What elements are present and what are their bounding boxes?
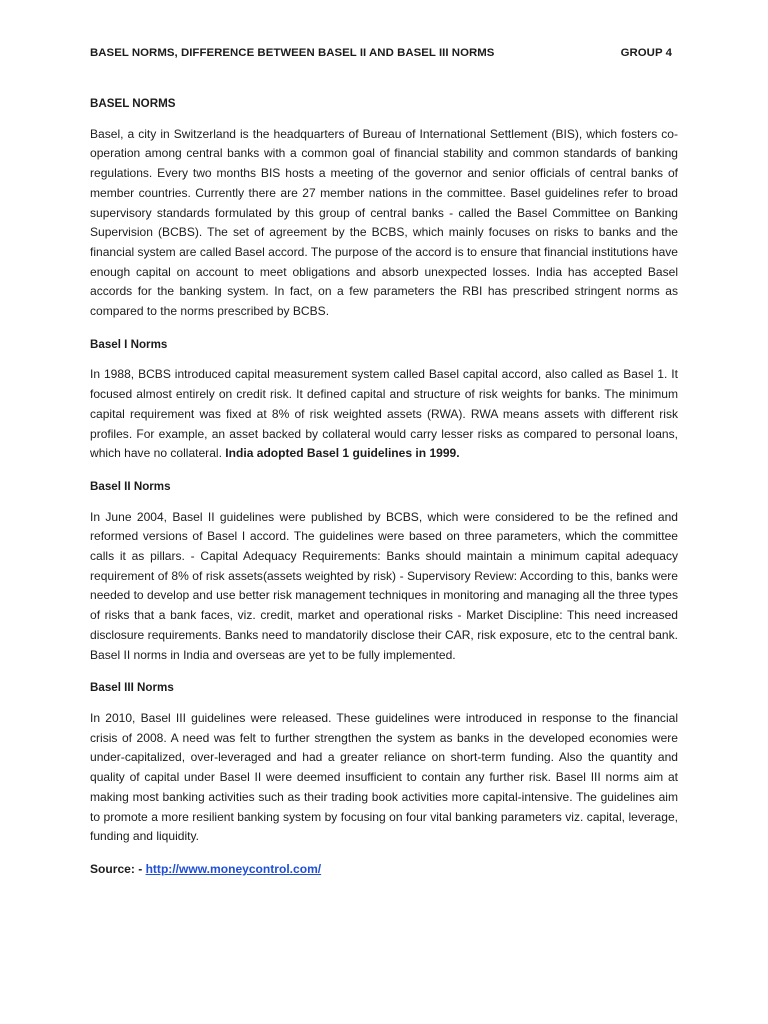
source-line bbox=[90, 860, 678, 880]
paragraph-basel-3: In 2010, Basel III guidelines were released. These guidelines were introduced in response to the financial crisis of 2008. A need was felt to further strengthen the system as banks in the developed economies were under-capitalized, over-leveraged and had a greater reliance on short-term funding. Also the quantity and quality of capital under Basel II were deemed insufficient to contain any further risk. Basel III norms aim at making most banking activities such as their trading book activities more capital-intensive. The guidelines aim to promote a more resilient banking system by focusing on four vital banking parameters viz. capital, leverage, funding and liquidity. bbox=[90, 710, 678, 844]
header-title: BASEL NORMS, DIFFERENCE BETWEEN BASEL II AND BASEL III NORMS bbox=[90, 47, 495, 59]
paragraph-basel-1-text: In 1988, BCBS introduced capital measurement system called Basel capital accord, also called as Basel 1. It focused almost entirely on credit risk. It defined capital and structure of risk weights for banks. The minimum capital requirement was fixed at 8% of risk weighted assets (RWA). RWA means assets with different risk profiles. For example, an asset backed by collateral would carry lesser risks as compared to personal loans, which have no collateral. bbox=[90, 367, 678, 461]
paragraph-basel-2: In June 2004, Basel II guidelines were published by BCBS, which were considered to be the refined and reformed versions of Basel I accord. The guidelines were based on three parameters, which the committee calls it as pillars. - Capital Adequacy Requirements: Banks should maintain a minimum capital adequacy requirement of 8% of risk assets(assets weighted by risk) - Supervisory Review: According to this, banks were needed to develop and use better risk management techniques in monitoring and managing all the three types of risks that a bank faces, viz. credit, market and operational risks - Market Discipline: This need increased disclosure requirements. Banks need to mandatorily disclose their CAR, risk exposure, etc to the central bank. Basel II norms in India and overseas are yet to be fully implemented. bbox=[90, 509, 678, 662]
source-link[interactable]: http://www.moneycontrol.com/ bbox=[145, 861, 322, 876]
section-heading-basel-1: Basel I Norms bbox=[90, 337, 168, 351]
paragraph-basel-1 bbox=[90, 365, 678, 464]
section-heading-basel-norms: BASEL NORMS bbox=[90, 97, 176, 110]
section-heading-basel-3: Basel III Norms bbox=[90, 681, 174, 695]
source-label: Source: - bbox=[90, 861, 146, 876]
document-body bbox=[90, 94, 678, 880]
header-group: GROUP 4 bbox=[620, 47, 672, 59]
paragraph-basel-norms: Basel, a city in Switzerland is the headquarters of Bureau of International Settlement (BIS), which fosters co-operation among central banks with a common goal of financial stability and common standards of banking regulations. Every two months BIS hosts a meeting of the governor and senior officials of central banks of member countries. Currently there are 27 member nations in the committee. Basel guidelines refer to broad supervisory standards formulated by this group of central banks - called the Basel Committee on Banking Supervision (BCBS). The set of agreement by the BCBS, which mainly focuses on risks to banks and the financial system are called Basel accord. The purpose of the accord is to ensure that financial institutions have enough capital on account to meet obligations and absorb unexpected losses. India has accepted Basel accords for the banking system. In fact, on a few parameters the RBI has prescribed stringent norms as compared to the norms prescribed by BCBS. bbox=[90, 126, 678, 319]
paragraph-basel-1-emphasis: India adopted Basel 1 guidelines in 1999. bbox=[225, 446, 460, 461]
section-heading-basel-2: Basel II Norms bbox=[90, 479, 171, 493]
